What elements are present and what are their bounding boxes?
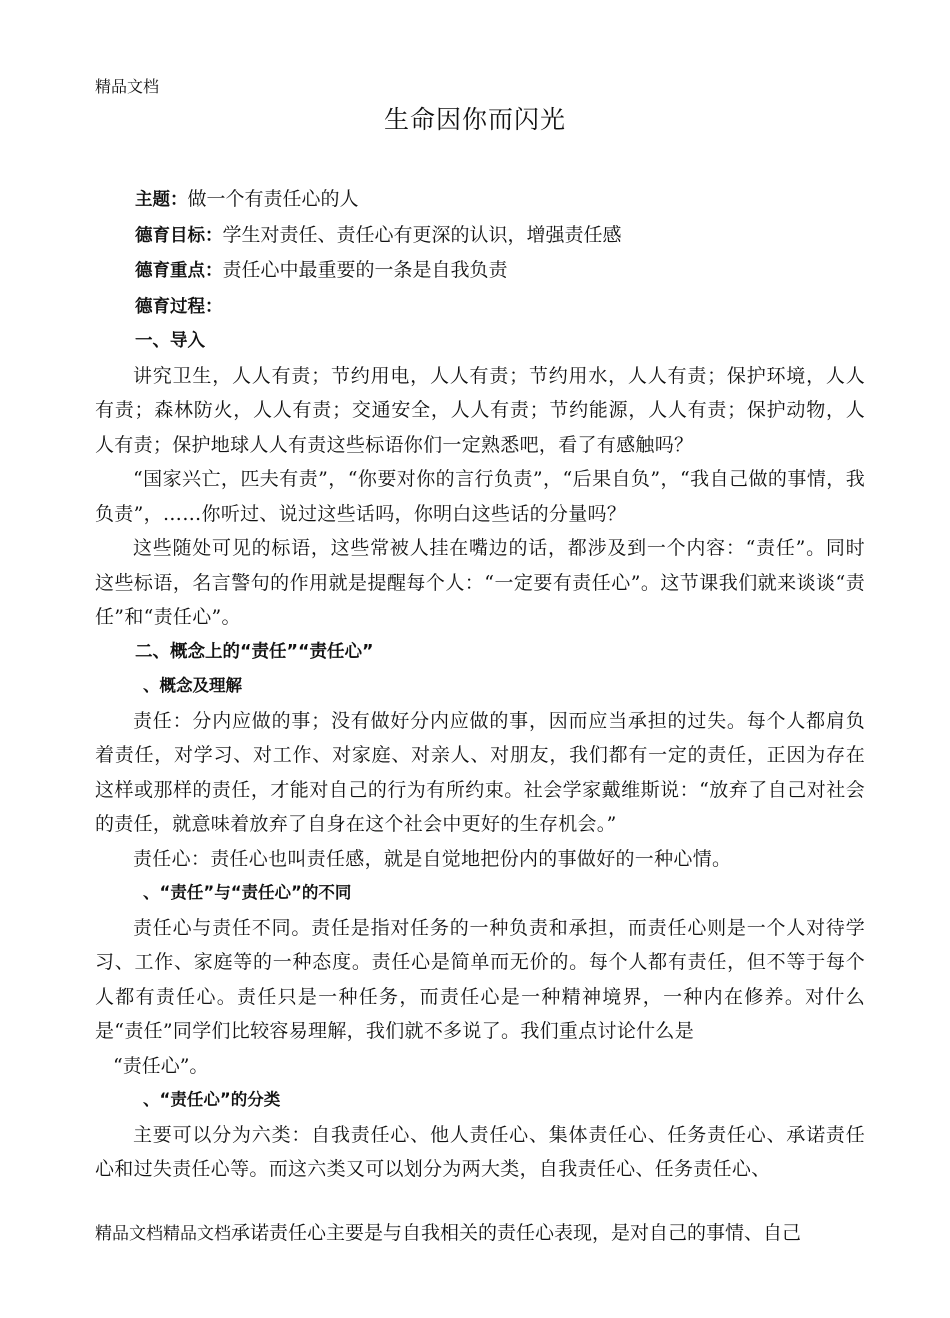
document-title: 生命因你而闪光 (383, 105, 566, 134)
header-watermark: 精品文档 (95, 77, 160, 96)
document-body (95, 182, 865, 1187)
section2-paragraphs-b (95, 911, 865, 1049)
section1-paragraph-2: “国家兴亡，匹夫有责”，“你要对你的言行负责”，“后果自负”，“我自己做的事情，我负责”，……你听过、说过这些话吗，你明白这些话的分量吗？ (95, 468, 865, 525)
footer-text: 承诺责任心主要是与自我相关的责任心表现，是对自己的事情、自己 (231, 1222, 802, 1244)
topic-label: 主题： (135, 190, 188, 210)
focus-label: 德育重点： (135, 261, 223, 281)
section2-heading: 二、概念上的“责任”“责任心” (135, 641, 374, 662)
section2-paragraph-4: 主要可以分为六类：自我责任心、他人责任心、集体责任心、任务责任心、承诺责任心和过失责任心等。而这六类又可以划分为两大类，自我责任心、任务责任心、 (95, 1123, 865, 1180)
section2-paragraph-3: 责任心与责任不同。责任是指对任务的一种负责和承担，而责任心则是一个人对待学习、工作、家庭等的一种态度。责任心是简单而无价的。每个人都有责任，但不等于每个人都有责任心。责任只是一种任务，而责任心是一种精神境界，一种内在修养。对什么是“责任”同学们比较容易理解，我们就不多说了。我们重点讨论什么是 (95, 916, 865, 1042)
section2-paragraphs-c (95, 1118, 865, 1187)
topic-line (95, 182, 865, 218)
topic-value: 做一个有责任心的人 (187, 188, 359, 210)
section2-subheading-3: 、“责任心”的分类 (143, 1090, 281, 1109)
section2-paragraphs-a (95, 704, 865, 877)
footer-line (95, 1218, 875, 1245)
process-label: 德育过程： (135, 296, 223, 317)
process-line (95, 289, 865, 325)
footer-watermark-1: 精品文档 (95, 1224, 163, 1244)
focus-value: 责任心中最重要的一条是自我负责 (222, 259, 508, 281)
section2-paragraph-2: 责任心：责任心也叫责任感，就是自觉地把份内的事做好的一种心情。 (133, 847, 732, 870)
focus-line (95, 253, 865, 289)
section1-paragraphs (95, 359, 865, 635)
section2-paragraph-3-tail: “责任心”。 (113, 1054, 209, 1077)
goal-value: 学生对责任、责任心有更深的认识，增强责任感 (222, 223, 622, 246)
section2-subheading-1: 、概念及理解 (143, 676, 242, 695)
section1-paragraph-3: 这些随处可见的标语，这些常被人挂在嘴边的话，都涉及到一个内容：“责任”。同时这些标语，名言警句的作用就是提醒每个人：“一定要有责任心”。这节课我们就来谈谈“责任”和“责任心”。 (95, 537, 865, 628)
section1-heading: 一、导入 (135, 331, 205, 351)
goal-line (95, 218, 865, 254)
section2-subheading-2: 、“责任”与“责任心”的不同 (143, 883, 352, 902)
section1-paragraph-1: 讲究卫生，人人有责；节约用电，人人有责；节约用水，人人有责；保护环境，人人有责；森林防火，人人有责；交通安全，人人有责；节约能源，人人有责；保护动物，人人有责；保护地球人人有责这些标语你们一定熟悉吧，看了有感触吗？ (95, 364, 865, 456)
section2-paragraph-1: 责任：分内应做的事；没有做好分内应做的事，因而应当承担的过失。每个人都肩负着责任，对学习、对工作、对家庭、对亲人、对朋友，我们都有一定的责任，正因为存在这样或那样的责任，才能对自己的行为有所约束。社会学家戴维斯说：“放弃了自己对社会的责任，就意味着放弃了自身在这个社会中更好的生存机会。” (95, 709, 865, 835)
goal-label: 德育目标： (135, 225, 223, 246)
footer-watermark-2: 精品文档 (163, 1224, 231, 1244)
